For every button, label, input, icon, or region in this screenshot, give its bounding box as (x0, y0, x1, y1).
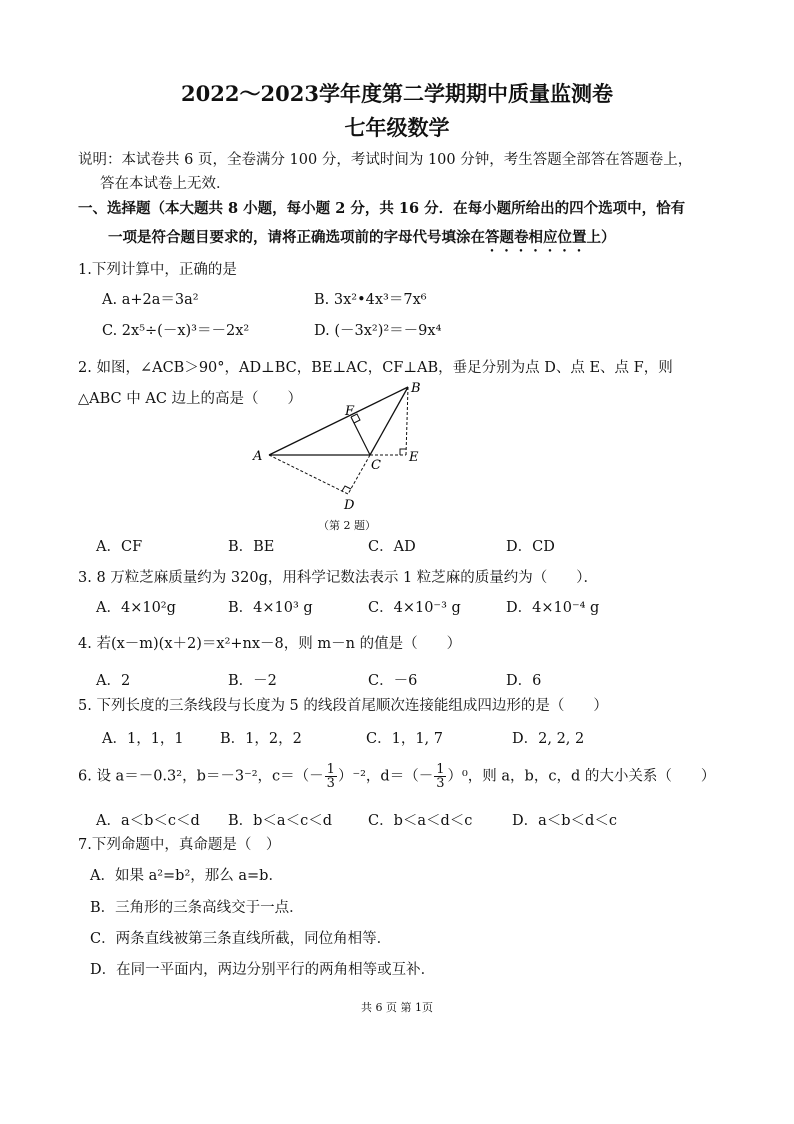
point-label-a: A (253, 449, 263, 464)
question-2-figure-caption: （第 2 题） (318, 519, 376, 532)
fraction-denominator: 3 (326, 776, 335, 791)
question-6-stem-part-2: ）⁻²，d＝（－ (337, 768, 434, 785)
question-7-option-b: B．三角形的三条高线交于一点． (90, 900, 304, 916)
question-5-stem: 5. 下列长度的三条线段与长度为 5 的线段首尾顺次连接能组成四边形的是（ ） (78, 698, 608, 714)
question-2-line-1: 2. 如图，∠ACB＞90°，AD⊥BC，BE⊥AC，CF⊥AB，垂足分别为点 D、点 E、点 F，则 (78, 360, 673, 376)
question-1-option-c: C. 2x⁵÷(－x)³＝－2x² (102, 323, 250, 339)
question-2-option-c: C．AD (368, 539, 416, 555)
question-5-option-d: D．2, 2, 2 (512, 731, 585, 747)
question-1-option-a: A. a+2a＝3a² (102, 292, 199, 308)
right-angle-e (400, 449, 406, 455)
question-6-option-a: A．a＜b＜c＜d (96, 813, 200, 829)
segment-ad-dashed (269, 455, 348, 494)
question-5-option-c: C．1，1, 7 (366, 731, 443, 747)
question-2-figure (248, 378, 438, 518)
point-label-b: B (411, 381, 421, 396)
segment-cb (370, 387, 408, 455)
question-3-option-c: C．4×10⁻³ g (368, 600, 461, 616)
exam-title: 2022～2023学年度第二学期期中质量监测卷 (181, 81, 613, 106)
section-1-heading-part-a: 一项是符合题目要求的，请将正确选项前的字母代号填涂在 (108, 229, 485, 246)
point-label-f: F (345, 404, 355, 419)
question-1-option-b: B. 3x²•4x³＝7x⁶ (314, 292, 427, 308)
section-1-heading-line-2 (108, 228, 616, 255)
question-6-option-d: D．a＜b＜d＜c (512, 813, 617, 829)
point-label-c: C (371, 458, 381, 473)
segment-cd-dashed (348, 455, 370, 494)
point-label-d: D (344, 498, 355, 513)
question-5-option-b: B．1，2，2 (220, 731, 302, 747)
section-1-heading-emphasis: 答题卷相应位置 (485, 229, 587, 246)
question-6-stem-part-3: ）⁰，则 a，b，c，d 的大小关系（ ） (447, 768, 716, 785)
question-4-stem: 4. 若(x－m)(x＋2)＝x²+nx－8，则 m－n 的值是（ ） (78, 636, 462, 652)
question-6-stem-part-1: 6. 设 a＝－0.3²，b＝－3⁻²，c＝（－ (78, 768, 324, 785)
question-6-option-b: B．b＜a＜c＜d (228, 813, 332, 829)
question-5-option-a: A．1，1，1 (102, 731, 184, 747)
fraction-numerator-2: 1 (436, 762, 445, 777)
question-2-line-2: △ABC 中 AC 边上的高是（ ） (78, 391, 303, 407)
question-2-option-b: B．BE (228, 539, 275, 555)
point-label-e: E (409, 450, 419, 465)
question-7-stem: 7.下列命题中，真命题是（ ） (78, 837, 281, 853)
segment-be-dashed (406, 387, 408, 455)
question-2-option-d: D．CD (506, 539, 555, 555)
question-3-option-d: D．4×10⁻⁴ g (506, 600, 600, 616)
fraction-numerator: 1 (326, 762, 335, 777)
page-footer: 共 6 页 第 1页 (361, 1001, 433, 1014)
fraction-denominator-2: 3 (436, 776, 445, 791)
question-4-option-c: C．－6 (368, 673, 418, 689)
question-1-option-d: D. (－3x²)²＝－9x⁴ (314, 323, 442, 339)
question-6-option-c: C．b＜a＜d＜c (368, 813, 473, 829)
section-1-heading-line-1: 一、选择题（本大题共 8 小题，每小题 2 分，共 16 分．在每小题所给出的四个选项中，恰有 (78, 200, 686, 217)
question-4-option-d: D．6 (506, 673, 542, 689)
question-6-stem (78, 763, 715, 790)
question-3-option-a: A．4×10²g (96, 600, 176, 616)
fraction-one-third (325, 763, 337, 790)
instructions-line-2: 答在本试卷上无效． (100, 176, 231, 192)
question-3-stem: 3. 8 万粒芝麻质量约为 320g，用科学记数法表示 1 粒芝麻的质量约为（ ）． (78, 570, 599, 586)
question-7-option-c: C．两条直线被第三条直线所截，同位角相等． (90, 931, 392, 947)
question-3-option-b: B．4×10³ g (228, 600, 313, 616)
question-7-option-d: D．在同一平面内，两边分别平行的两角相等或互补． (90, 962, 436, 978)
segment-ab (269, 387, 408, 455)
exam-subtitle: 七年级数学 (344, 115, 450, 140)
instructions-line-1: 说明：本试卷共 6 页，全卷满分 100 分，考试时间为 100 分钟，考生答题全部答在答题卷上， (78, 152, 693, 168)
question-7-option-a: A．如果 a²=b²，那么 a=b． (90, 868, 283, 884)
question-4-option-b: B．－2 (228, 673, 277, 689)
fraction-one-third-2 (434, 763, 446, 790)
question-2-option-a: A．CF (96, 539, 143, 555)
section-1-heading-part-c: 上） (586, 229, 616, 246)
question-1-stem: 1.下列计算中，正确的是 (78, 262, 237, 278)
question-4-option-a: A．2 (96, 673, 131, 689)
